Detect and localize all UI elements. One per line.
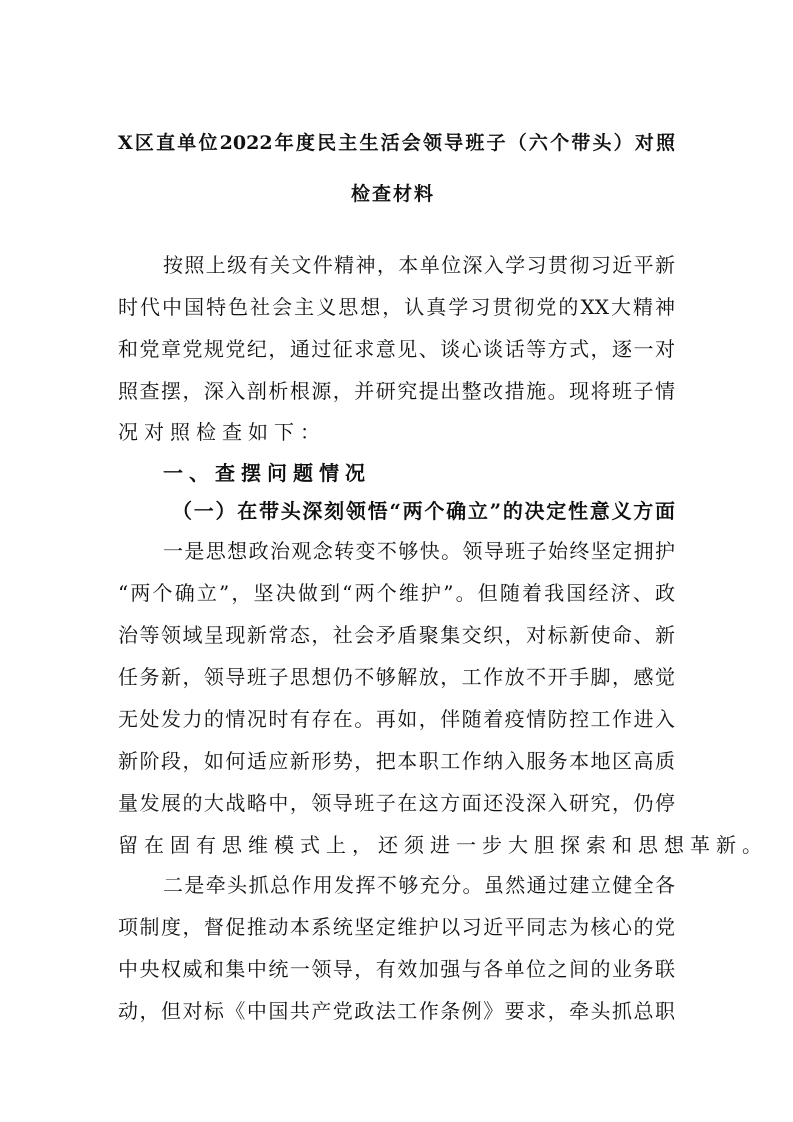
paragraph-line: 二是牵头抓总作用发挥不够充分。虽然通过建立健全各 — [163, 873, 675, 897]
document-title-line-1: X区直单位2022年度民主生活会领导班子（六个带头）对照 — [118, 132, 675, 154]
paragraph-line: 任务新，领导班子思想仍不够解放，工作放不开手脚，感觉 — [118, 665, 675, 689]
section-heading: 一、查摆问题情况 — [163, 461, 371, 485]
paragraph-line: 一是思想政治观念转变不够快。领导班子始终坚定拥护 — [163, 539, 675, 563]
paragraph-line: 量发展的大战略中，领导班子在这方面还没深入研究，仍停 — [118, 791, 675, 815]
paragraph-line: 治等领域呈现新常态，社会矛盾聚集交织，对标新使命、新 — [118, 623, 675, 647]
paragraph-line: 动，但对标《中国共产党政法工作条例》要求，牵头抓总职 — [118, 999, 675, 1023]
paragraph-line: 新阶段，如何适应新形势，把本职工作纳入服务本地区高质 — [118, 749, 675, 773]
paragraph-line: 无处发力的情况时有存在。再如，伴随着疫情防控工作进入 — [118, 707, 675, 731]
paragraph-line: “两个确立”，坚决做到“两个维护”。但随着我国经济、政 — [118, 581, 675, 605]
paragraph-line: 照查摆，深入剖析根源，并研究提出整改措施。现将班子情 — [118, 379, 675, 403]
paragraph-line: 况对照检查如下： — [118, 420, 326, 444]
paragraph-line: 和党章党规党纪，通过征求意见、谈心谈话等方式，逐一对 — [118, 337, 675, 361]
paragraph-line: 时代中国特色社会主义思想，认真学习贯彻党的XX大精神 — [118, 295, 675, 319]
paragraph-line: 按照上级有关文件精神，本单位深入学习贯彻习近平新 — [163, 253, 675, 277]
paragraph-line: 留在固有思维模式上，还须进一步大胆探索和思想革新。 — [118, 833, 768, 857]
paragraph-line: 项制度，督促推动本系统坚定维护以习近平同志为核心的党 — [118, 915, 675, 939]
subsection-heading: （一）在带头深刻领悟“两个确立”的决定性意义方面 — [172, 499, 675, 523]
paragraph-line: 中央权威和集中统一领导，有效加强与各单位之间的业务联 — [118, 957, 675, 981]
document-title-line-2: 检查材料 — [351, 183, 436, 205]
